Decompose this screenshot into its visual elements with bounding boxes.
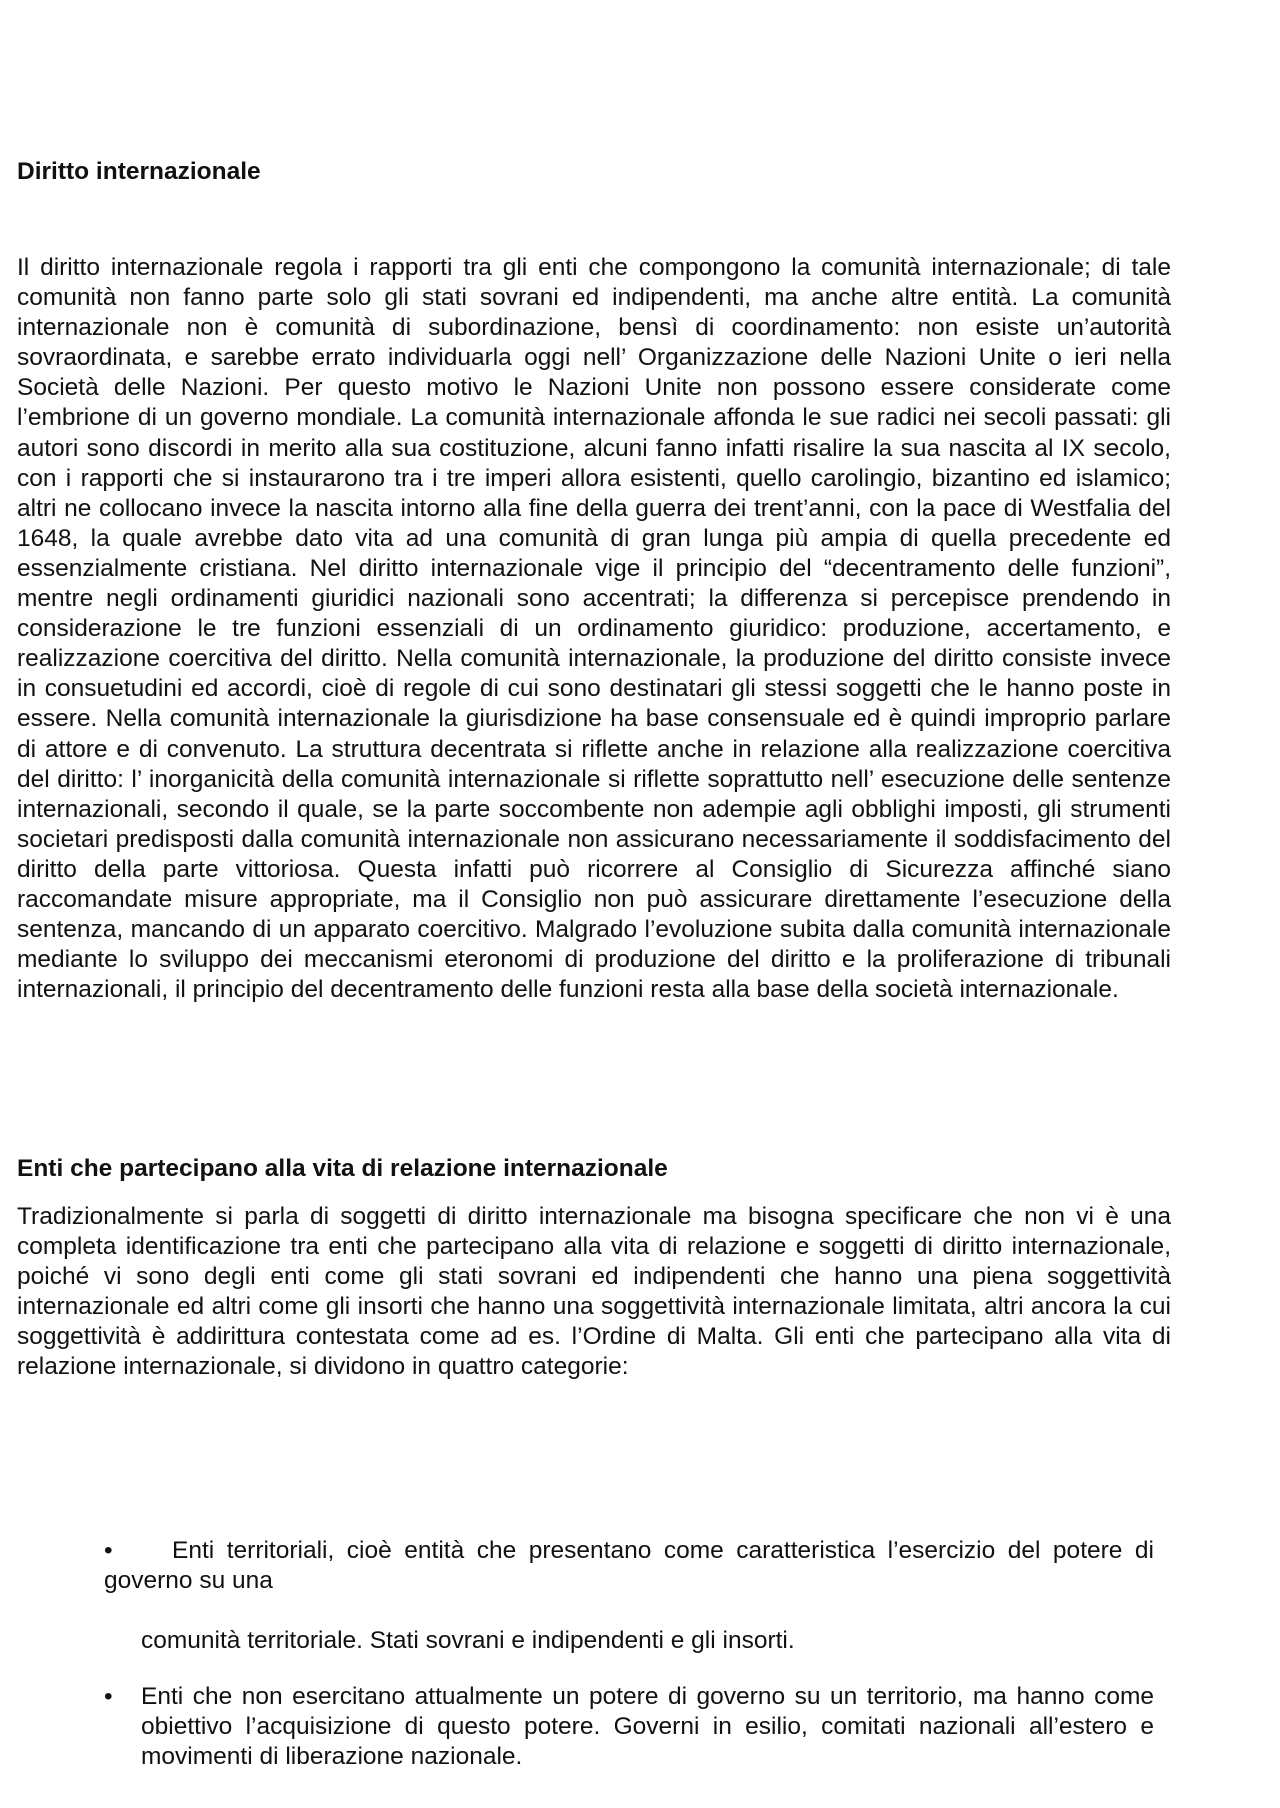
list-item-continuation: comunità territoriale. Stati sovrani e indipendenti e gli insorti. [141,1627,795,1654]
intro-paragraph: Il diritto internazionale regola i rapporti tra gli enti che compongono la comunità internazionale; di tale comunità non fanno parte solo gli stati sovrani ed indipendenti, ma anche altre entità. La comunità internazionale non è comunità di subordinazione, bensì di coordinamento: non esiste un’autorità sovraordinata, e sarebbe errato individuarla oggi nell’ Organizzazione delle Nazioni Unite o ieri nella Società delle Nazioni. Per questo motivo le Nazioni Unite non possono essere considerate come l’embrione di un governo mondiale. La comunità internazionale affonda le sue radici nei secoli passati: gli autori sono discordi in merito alla sua costituzione, alcuni fanno infatti risalire la sua nascita al IX secolo, con i rapporti che si instaurarono tra i tre imperi allora esistenti, quello carolingio, bizantino ed islamico; altri ne collocano invece la nascita intorno alla fine della guerra dei trent’anni, con la pace di Westfalia del 1648, la quale avrebbe dato vita ad una comunità di gran lunga più ampia di quella precedente ed essenzialmente cristiana. Nel diritto internazionale vige il principio del “decentramento delle funzioni”, mentre negli ordinamenti giuridici nazionali sono accentrati; la differenza si percepisce prendendo in considerazione le tre funzioni essenziali di un ordinamento giuridico: produzione, accertamento, e realizzazione coercitiva del diritto. Nella comunità internazionale, la produzione del diritto consiste invece in consuetudini ed accordi, cioè di regole di cui sono destinatari gli stessi soggetti che le hanno poste in essere. Nella comunità internazionale la giurisdizione ha base consensuale ed è quindi improprio parlare di attore e di convenuto. La struttura decentrata si riflette anche in relazione alla realizzazione coercitiva del diritto: l’ inorganicità della comunità internazionale si riflette soprattutto nell’ esecuzione delle sentenze internazionali, secondo il quale, se la parte soccombente non adempie agli obblighi imposti, gli strumenti societari predisposti dalla comunità internazionale non assicurano necessariamente il soddisfacimento del diritto della parte vittoriosa. Questa infatti può ricorrere al Consiglio di Sicurezza affinché siano raccomandate misure appropriate, ma il Consiglio non può assicurare direttamente l’esecuzione della sentenza, mancando di un apparato coercitivo. Malgrado l’evoluzione subita dalla comunità internazionale mediante lo sviluppo dei meccanismi eteronomi di produzione del diritto e la proliferazione di tribunali internazionali, il principio del decentramento delle funzioni resta alla base della società internazionale. [17,254,1171,1004]
section-paragraph: Tradizionalmente si parla di soggetti di diritto internazionale ma bisogna specificare che non vi è una completa identificazione tra enti che partecipano alla vita di relazione e soggetti di diritto internazionale, poiché vi sono degli enti come gli stati sovrani ed indipendenti che hanno una piena soggettività internazionale ed altri come gli insorti che hanno una soggettività internazionale limitata, altri ancora la cui soggettività è addirittura contestata come ad es. l’Ordine di Malta. Gli enti che partecipano alla vita di relazione internazionale, si dividono in quattro categorie: [17,1203,1171,1381]
bullet-icon: • [104,1683,113,1710]
list-item-text: Enti che non esercitano attualmente un potere di governo su un territorio, ma hanno come obiettivo l’acquisizione di questo potere. Governi in esilio, comitati nazionali all’estero e movimenti di liberazione nazionale. [141,1683,1154,1771]
bullet-icon: • [104,1537,113,1564]
category-list [104,1536,1154,1596]
list-item [104,1682,1154,1772]
list-item-text: Enti territoriali, cioè entità che presentano come caratteristica l’esercizio del potere di governo su una [104,1537,1154,1595]
document-title: Diritto internazionale [17,158,261,185]
list-item [104,1536,1154,1596]
section-heading: Enti che partecipano alla vita di relazione internazionale [17,1155,668,1182]
